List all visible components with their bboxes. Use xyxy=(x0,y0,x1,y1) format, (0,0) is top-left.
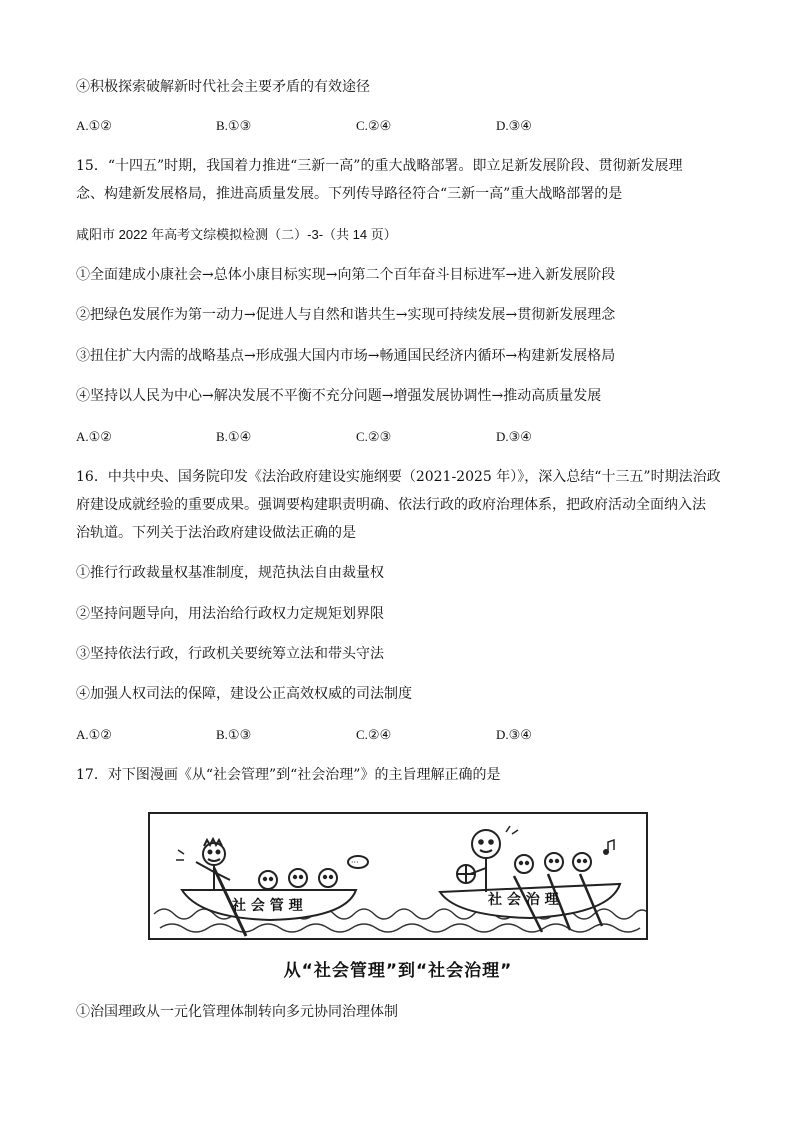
q15-option-c[interactable]: C.②③ xyxy=(356,429,392,444)
q16-stem-line-1: 16．中共中央、国务院印发《法治政府建设实施纲要（2021-2025 年）》，深入总结“十三五”时期法治政 xyxy=(76,469,721,485)
q16-option-b[interactable]: B.①③ xyxy=(216,727,252,742)
q16-stem-line-3: 治轨道。下列关于法治政府建设做法正确的是 xyxy=(76,525,356,541)
q15-option-a[interactable]: A.①② xyxy=(76,429,112,444)
q16-option-d[interactable]: D.③④ xyxy=(496,727,532,742)
q17-stem: 17．对下图漫画《从“社会管理”到“社会治理”》的主旨理解正确的是 xyxy=(76,767,501,783)
q16-item-1: ①推行行政裁量权基准制度，规范执法自由裁量权 xyxy=(76,565,384,581)
q16-option-a[interactable]: A.①② xyxy=(76,727,112,742)
q15-item-1: ①全面建成小康社会→总体小康目标实现→向第二个百年奋斗目标进军→进入新发展阶段 xyxy=(76,267,616,283)
q15-stem-line-1: 15．“十四五”时期，我国着力推进“三新一高”的重大战略部署。即立足新发展阶段、贯彻新发展理 xyxy=(76,158,683,174)
cartoon-drawing xyxy=(150,814,646,938)
q16-item-4: ④加强人权司法的保障，建设公正高效权威的司法制度 xyxy=(76,686,412,702)
q15-item-2: ②把绿色发展作为第一动力→促进人与自然和谐共生→实现可持续发展→贯彻新发展理念 xyxy=(76,307,616,323)
q14-option-b[interactable]: B.①③ xyxy=(216,118,252,133)
q15-item-3: ③扭住扩大内需的战略基点→形成强大国内市场→畅通国民经济内循环→构建新发展格局 xyxy=(76,348,616,364)
page-footer: 咸阳市 2022 年高考文综模拟检测（二）-3-（共 14 页） xyxy=(76,227,397,242)
cartoon-image xyxy=(148,812,648,940)
q14-option-d[interactable]: D.③④ xyxy=(496,118,532,133)
cartoon-caption: 从“社会管理”到“社会治理” xyxy=(283,961,513,981)
q14-item-4: ④积极探索破解新时代社会主要矛盾的有效途径 xyxy=(76,79,370,95)
q16-option-c[interactable]: C.②④ xyxy=(356,727,392,742)
left-boat xyxy=(176,839,368,936)
right-boat xyxy=(440,826,620,932)
q14-option-c[interactable]: C.②④ xyxy=(356,118,392,133)
q17-item-1: ①治国理政从一元化管理体制转向多元协同治理体制 xyxy=(76,1004,398,1020)
q15-stem-line-2: 念、构建新发展格局，推进高质量发展。下列传导路径符合“三新一高”重大战略部署的是 xyxy=(76,186,623,202)
q15-option-b[interactable]: B.①④ xyxy=(216,429,252,444)
q16-item-3: ③坚持依法行政，行政机关要统筹立法和带头守法 xyxy=(76,646,384,662)
left-boat-label: 社 会 管 理 xyxy=(232,898,303,914)
svg-text:···: ··· xyxy=(351,858,359,867)
q15-item-4: ④坚持以人民为中心→解决发展不平衡不充分问题→增强发展协调性→推动高质量发展 xyxy=(76,388,602,404)
q15-option-d[interactable]: D.③④ xyxy=(496,429,532,444)
q16-stem-line-2: 府建设成就经验的重要成果。强调要构建职责明确、依法行政的政府治理体系，把政府活动全面纳入法 xyxy=(76,497,706,513)
q16-item-2: ②坚持问题导向，用法治给行政权力定规矩划界限 xyxy=(76,606,384,622)
q14-option-a[interactable]: A.①② xyxy=(76,118,112,133)
right-boat-label: 社 会 治 理 xyxy=(488,892,559,908)
